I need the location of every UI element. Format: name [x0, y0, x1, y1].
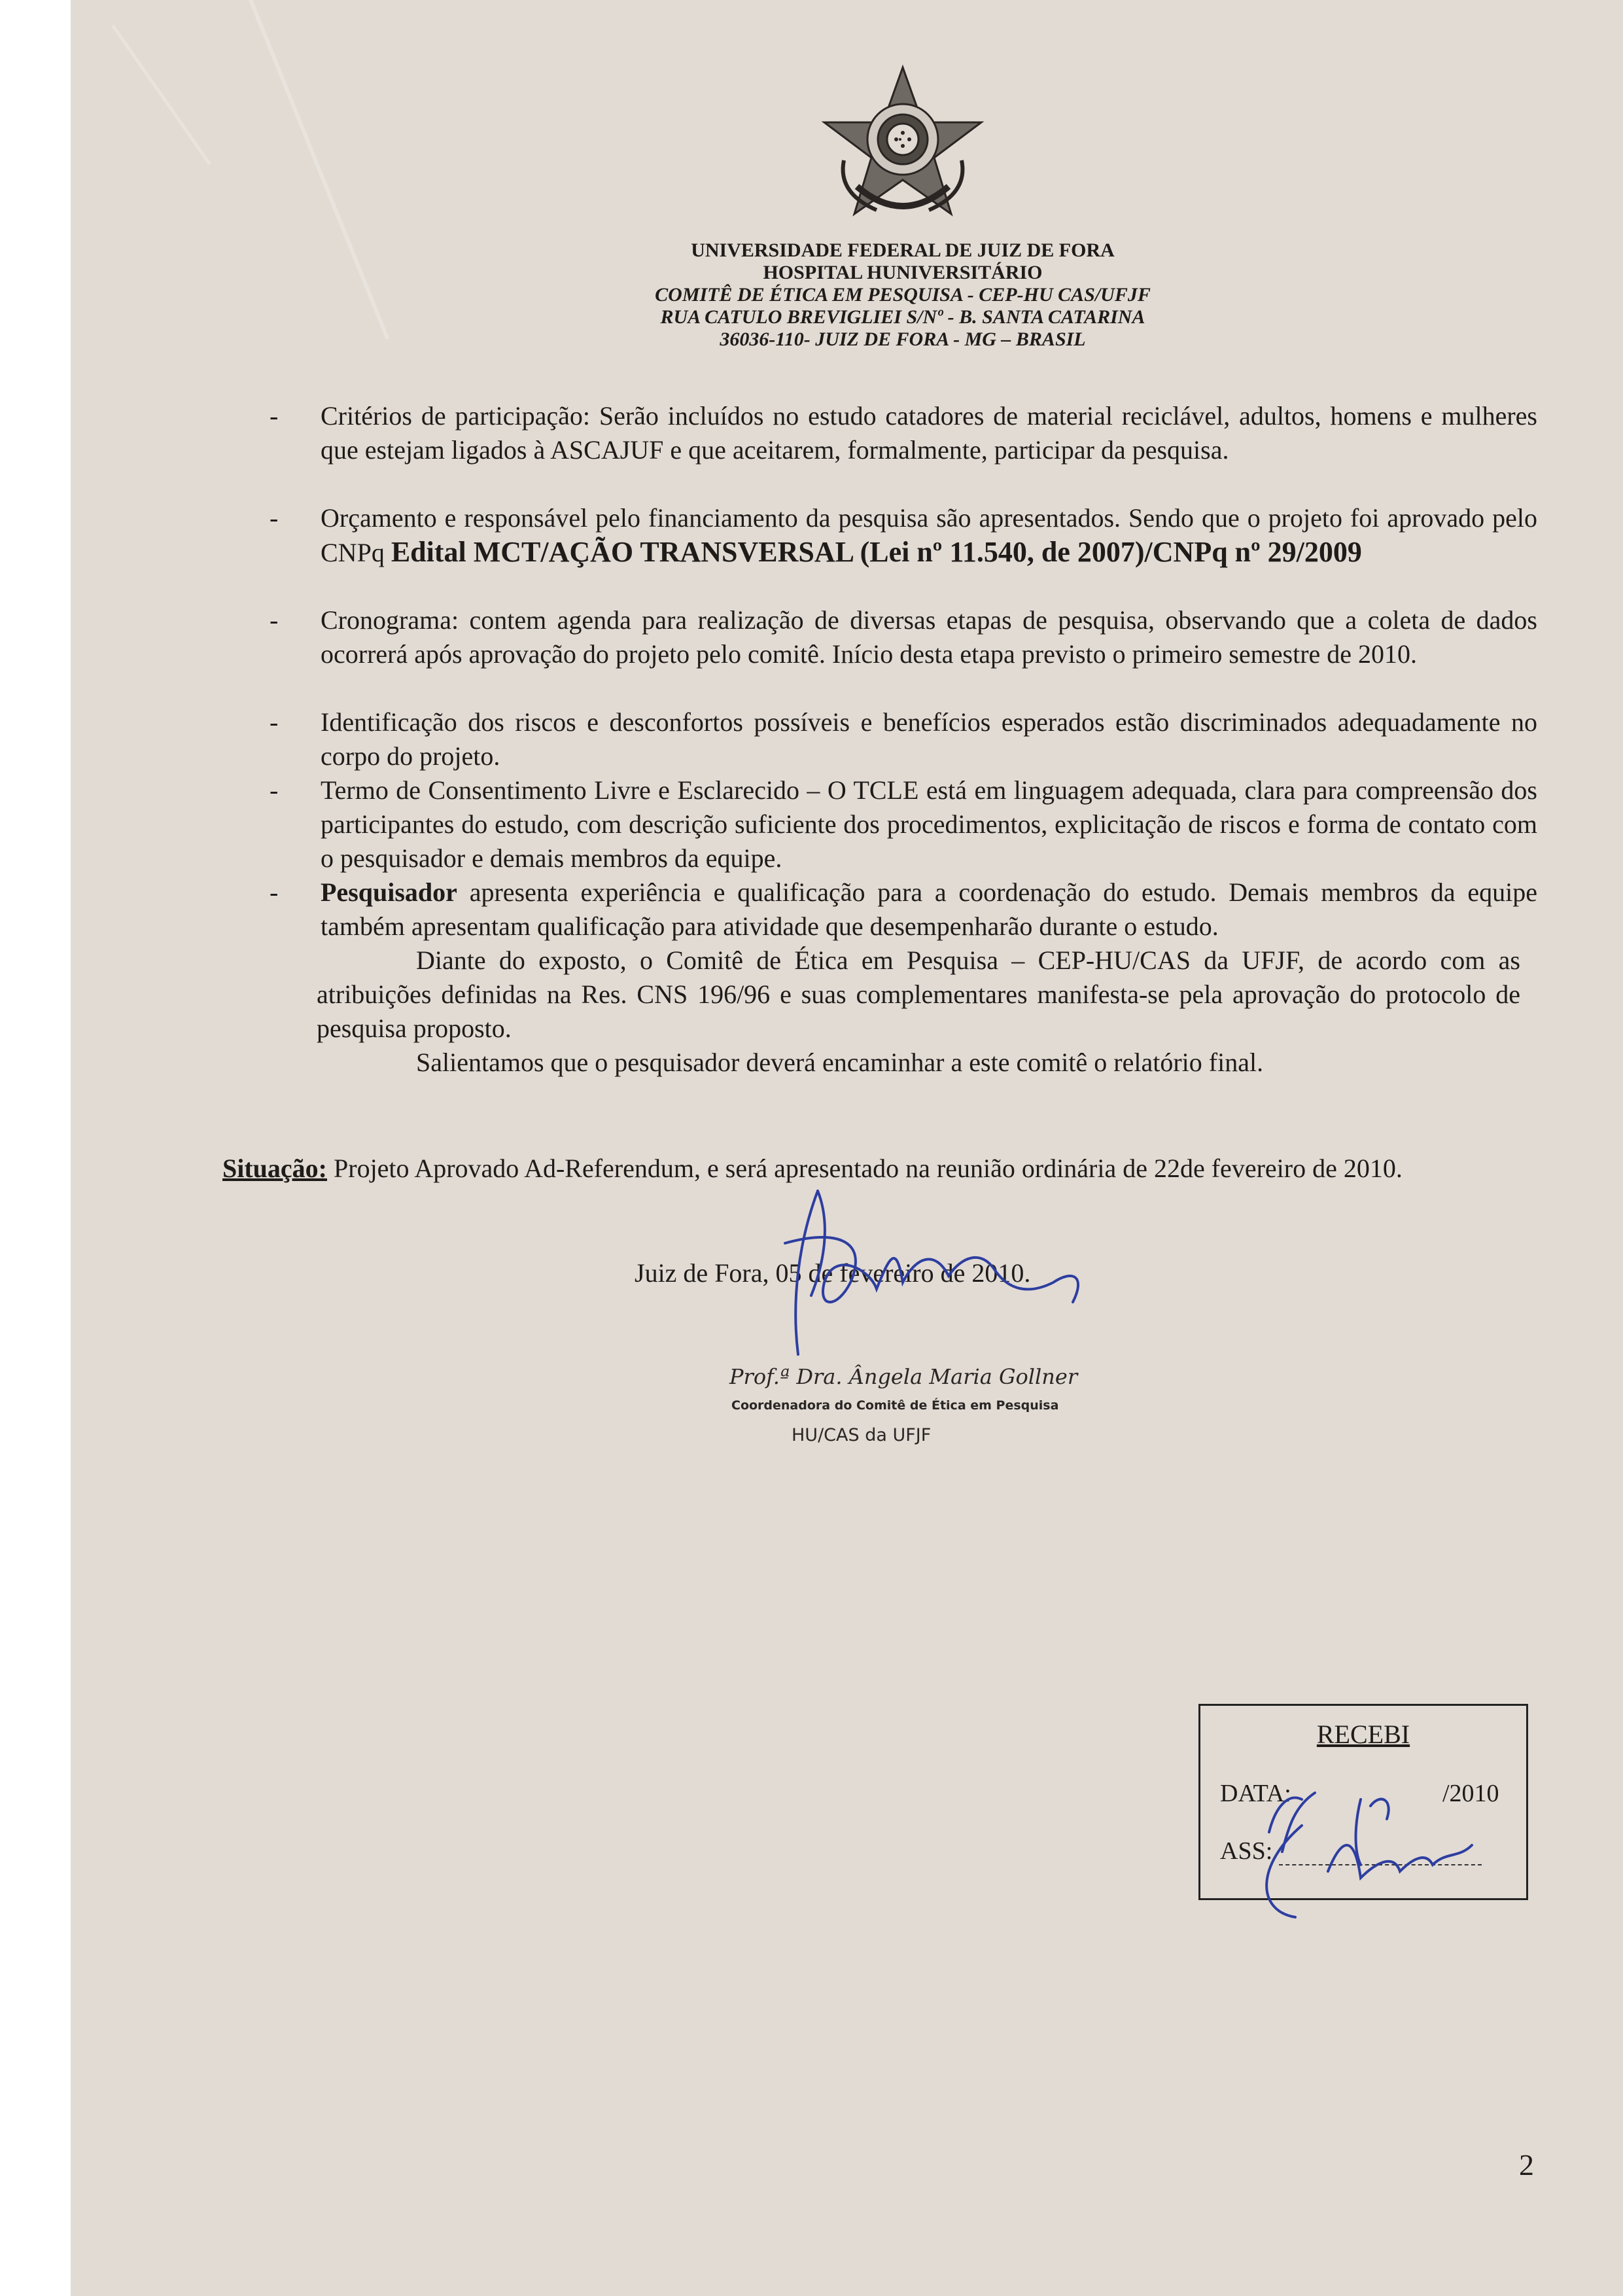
- letterhead: [536, 239, 1269, 351]
- receipt-title: RECEBI: [1316, 1720, 1410, 1749]
- page-number: 2: [1519, 2148, 1534, 2181]
- risks-paragraph: Identificação dos riscos e desconfortos possíveis e benefícios esperados estão discriminados adequadamente no corpo do projeto.: [321, 707, 1537, 771]
- bullet-dash: -: [270, 707, 279, 737]
- coat-of-arms-icon: [818, 62, 988, 232]
- bullet-dash: -: [270, 503, 279, 533]
- date-line: Juiz de Fora, 05 de fevereiro de 2010.: [635, 1258, 1031, 1288]
- researcher-text: apresenta experiência e qualificação para a coordenação do estudo. Demais membros da equipe também apresentam qualificação para atividade que desempenharão durante o estudo.: [321, 877, 1538, 941]
- situation-text: Projeto Aprovado Ad-Referendum, e será apresentado na reunião ordinária de 22de fevereiro de 2010.: [334, 1154, 1403, 1183]
- university-name: UNIVERSIDADE FEDERAL DE JUIZ DE FORA: [691, 239, 1115, 261]
- conclusion-paragraph: Diante do exposto, o Comitê de Ética em Pesquisa – CEP-HU/CAS da UFJF, de acordo com as atribuições definidas na Res. CNS 196/96 e suas complementares manifesta-se pela aprovação do protocolo de pesquisa proposto.: [317, 945, 1520, 1043]
- receipt-handwriting: [1230, 1754, 1544, 1924]
- bullet-dash: -: [270, 605, 279, 635]
- researcher-paragraph: [321, 875, 1537, 944]
- schedule-paragraph: Cronograma: contem agenda para realização de diversas etapas de pesquisa, observando que a coleta de dados ocorrerá após aprovação do projeto pelo comitê. Início desta etapa previsto o primeiro semestre de 2010.: [321, 605, 1537, 669]
- budget-text: Orçamento e responsável pelo financiamento da pesquisa são apresentados. Sendo que o projeto foi aprovado pelo CNPq: [321, 503, 1537, 567]
- stamp-unit: HU/CAS da UFJF: [792, 1425, 932, 1445]
- address-street: RUA CATULO BREVIGLIEI S/Nº - B. SANTA CATARINA: [660, 306, 1145, 328]
- bullet-dash: -: [270, 877, 279, 907]
- receipt-date-label: DATA:: [1220, 1780, 1291, 1807]
- committee-name: COMITÊ DE ÉTICA EM PESQUISA - CEP-HU CAS/UFJF: [655, 284, 1151, 306]
- receipt-year: /2010: [1442, 1780, 1499, 1807]
- scan-margin: [0, 0, 71, 2296]
- consent-paragraph: Termo de Consentimento Livre e Esclarecido – O TCLE está em linguagem adequada, clara para compreensão dos participantes do estudo, com descrição suficiente dos procedimentos, explicitação de riscos e forma de contato com o pesquisador e demais membros da equipe.: [321, 775, 1537, 873]
- bullet-dash: -: [270, 775, 279, 805]
- final-report-note: Salientamos que o pesquisador deverá encaminhar a este comitê o relatório final.: [416, 1048, 1264, 1077]
- budget-edict: Edital MCT/AÇÃO TRANSVERSAL (Lei nº 11.540, de 2007)/CNPq nº 29/2009: [391, 536, 1362, 568]
- receipt-sign-label: ASS:: [1220, 1837, 1273, 1865]
- stamp-name: Prof.ª Dra. Ângela Maria Gollner: [729, 1364, 1078, 1389]
- budget-paragraph: [321, 501, 1537, 570]
- situation-label: Situação:: [222, 1154, 327, 1183]
- stamp-role: Coordenadora do Comitê de Ética em Pesquisa: [731, 1398, 1059, 1413]
- researcher-label: Pesquisador: [321, 877, 457, 907]
- criteria-paragraph: Critérios de participação: Serão incluídos no estudo catadores de material reciclável, adultos, homens e mulheres que estejam ligados à ASCAJUF e que aceitarem, formalmente, participar da pesquisa.: [321, 401, 1537, 465]
- hospital-name: HOSPITAL HUNIVERSITÁRIO: [763, 262, 1043, 283]
- address-city: 36036-110- JUIZ DE FORA - MG – BRASIL: [720, 328, 1086, 350]
- bullet-dash: -: [270, 401, 279, 431]
- handwritten-signature: [720, 1165, 1112, 1374]
